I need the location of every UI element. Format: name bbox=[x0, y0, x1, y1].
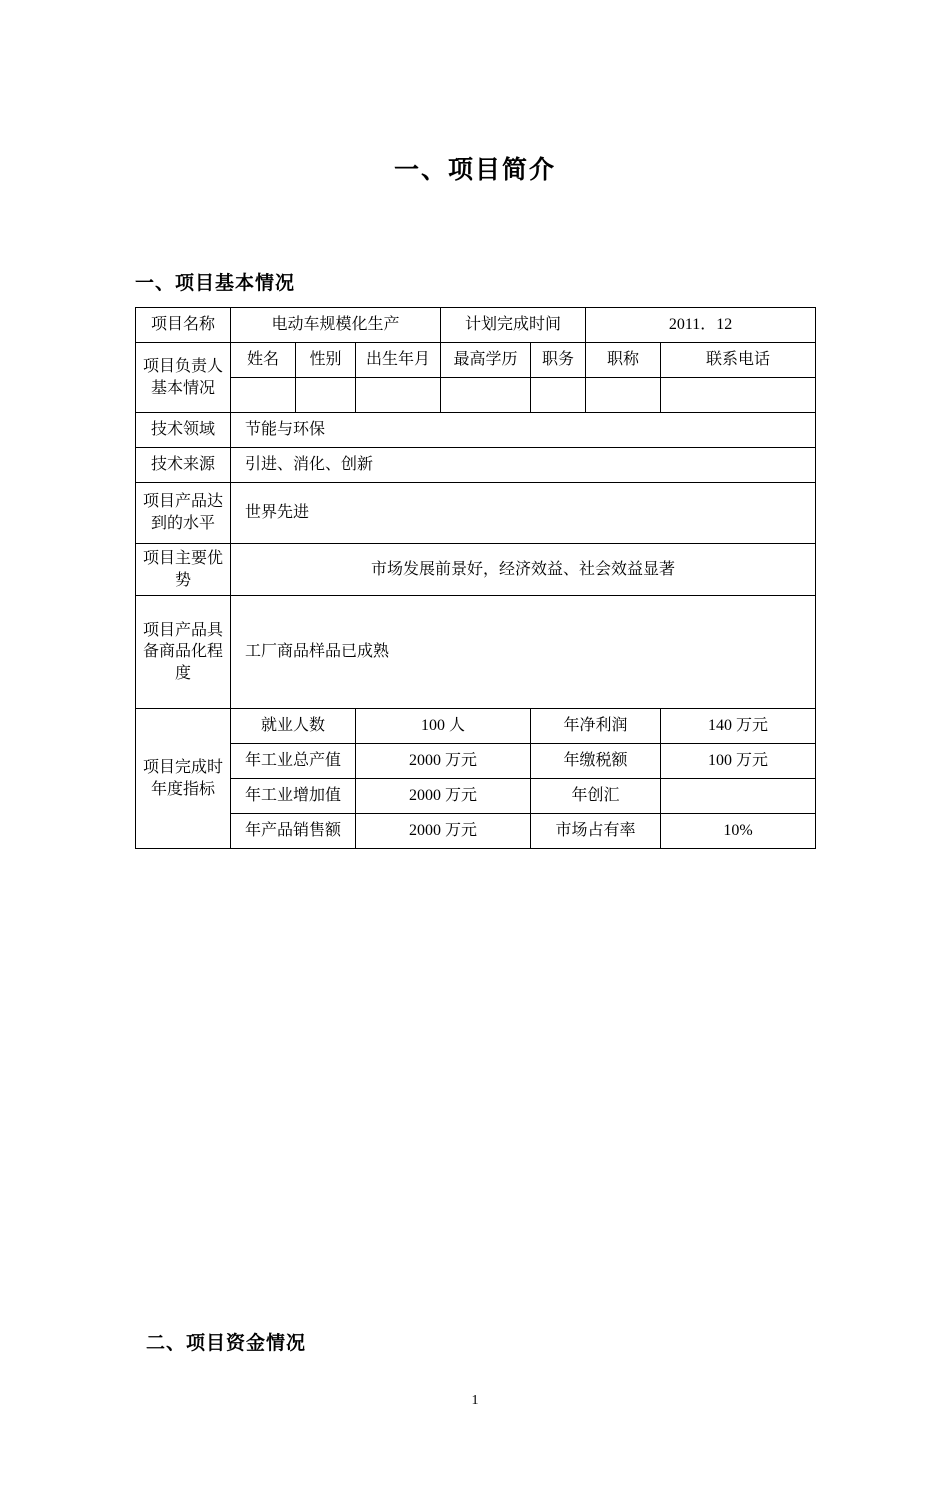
cell-product-level-label: 项目产品达到的水平 bbox=[136, 483, 231, 544]
cell-leader-val-gender bbox=[296, 378, 356, 413]
cell-indicator-right-label-0: 年净利润 bbox=[531, 709, 661, 744]
table-row bbox=[136, 779, 816, 814]
document-page bbox=[0, 150, 950, 1494]
cell-leader-val-position bbox=[531, 378, 586, 413]
cell-advantage-label: 项目主要优势 bbox=[136, 544, 231, 596]
table-row bbox=[136, 544, 816, 596]
table-row bbox=[136, 343, 816, 378]
table-row bbox=[136, 413, 816, 448]
cell-indicator-label-0: 就业人数 bbox=[231, 709, 356, 744]
cell-leader-col-name: 姓名 bbox=[231, 343, 296, 378]
cell-indicator-right-label-3: 市场占有率 bbox=[531, 814, 661, 849]
cell-planned-completion-label: 计划完成时间 bbox=[441, 308, 586, 343]
cell-indicator-right-label-1: 年缴税额 bbox=[531, 744, 661, 779]
cell-project-name-label: 项目名称 bbox=[136, 308, 231, 343]
section-heading-basic-info: 一、项目基本情况 bbox=[135, 272, 296, 294]
cell-leader-val-education bbox=[441, 378, 531, 413]
cell-indicator-value-0: 100 人 bbox=[356, 709, 531, 744]
cell-indicators-label: 项目完成时年度指标 bbox=[136, 709, 231, 849]
cell-indicator-label-3: 年产品销售额 bbox=[231, 814, 356, 849]
cell-indicator-value-2: 2000 万元 bbox=[356, 779, 531, 814]
cell-indicator-right-value-1: 100 万元 bbox=[661, 744, 816, 779]
table-row bbox=[136, 596, 816, 709]
cell-leader-col-gender: 性别 bbox=[296, 343, 356, 378]
cell-leader-col-position: 职务 bbox=[531, 343, 586, 378]
table-row bbox=[136, 378, 816, 413]
table-row bbox=[136, 814, 816, 849]
page-number: 1 bbox=[471, 1393, 479, 1408]
table-row bbox=[136, 308, 816, 343]
cell-leader-col-education: 最高学历 bbox=[441, 343, 531, 378]
cell-leader-val-phone bbox=[661, 378, 816, 413]
cell-indicator-label-1: 年工业总产值 bbox=[231, 744, 356, 779]
cell-leader-col-phone: 联系电话 bbox=[661, 343, 816, 378]
cell-leader-label: 项目负责人基本情况 bbox=[136, 343, 231, 413]
cell-project-name-value: 电动车规模化生产 bbox=[231, 308, 441, 343]
cell-leader-col-birth: 出生年月 bbox=[356, 343, 441, 378]
cell-leader-val-name bbox=[231, 378, 296, 413]
cell-planned-completion-value: 2011．12 bbox=[586, 308, 816, 343]
cell-commercialization-value: 工厂商品样品已成熟 bbox=[231, 596, 816, 709]
cell-tech-field-label: 技术领域 bbox=[136, 413, 231, 448]
table-row bbox=[136, 448, 816, 483]
cell-leader-val-title bbox=[586, 378, 661, 413]
cell-leader-col-title: 职称 bbox=[586, 343, 661, 378]
cell-tech-source-label: 技术来源 bbox=[136, 448, 231, 483]
cell-indicator-label-2: 年工业增加值 bbox=[231, 779, 356, 814]
cell-indicator-right-value-3: 10% bbox=[661, 814, 816, 849]
cell-indicator-right-label-2: 年创汇 bbox=[531, 779, 661, 814]
cell-indicator-value-1: 2000 万元 bbox=[356, 744, 531, 779]
project-basic-info-table bbox=[135, 307, 816, 849]
cell-indicator-value-3: 2000 万元 bbox=[356, 814, 531, 849]
cell-advantage-value: 市场发展前景好，经济效益、社会效益显著 bbox=[231, 544, 816, 596]
cell-commercialization-label: 项目产品具备商品化程度 bbox=[136, 596, 231, 709]
table-row bbox=[136, 744, 816, 779]
cell-tech-source-value: 引进、消化、创新 bbox=[231, 448, 816, 483]
table-row bbox=[136, 483, 816, 544]
cell-product-level-value: 世界先进 bbox=[231, 483, 816, 544]
section-heading-funding: 二、项目资金情况 bbox=[146, 1332, 307, 1354]
table-row bbox=[136, 709, 816, 744]
cell-indicator-right-value-2 bbox=[661, 779, 816, 814]
cell-tech-field-value: 节能与环保 bbox=[231, 413, 816, 448]
cell-leader-val-birth bbox=[356, 378, 441, 413]
cell-indicator-right-value-0: 140 万元 bbox=[661, 709, 816, 744]
page-title: 一、项目简介 bbox=[393, 155, 556, 184]
